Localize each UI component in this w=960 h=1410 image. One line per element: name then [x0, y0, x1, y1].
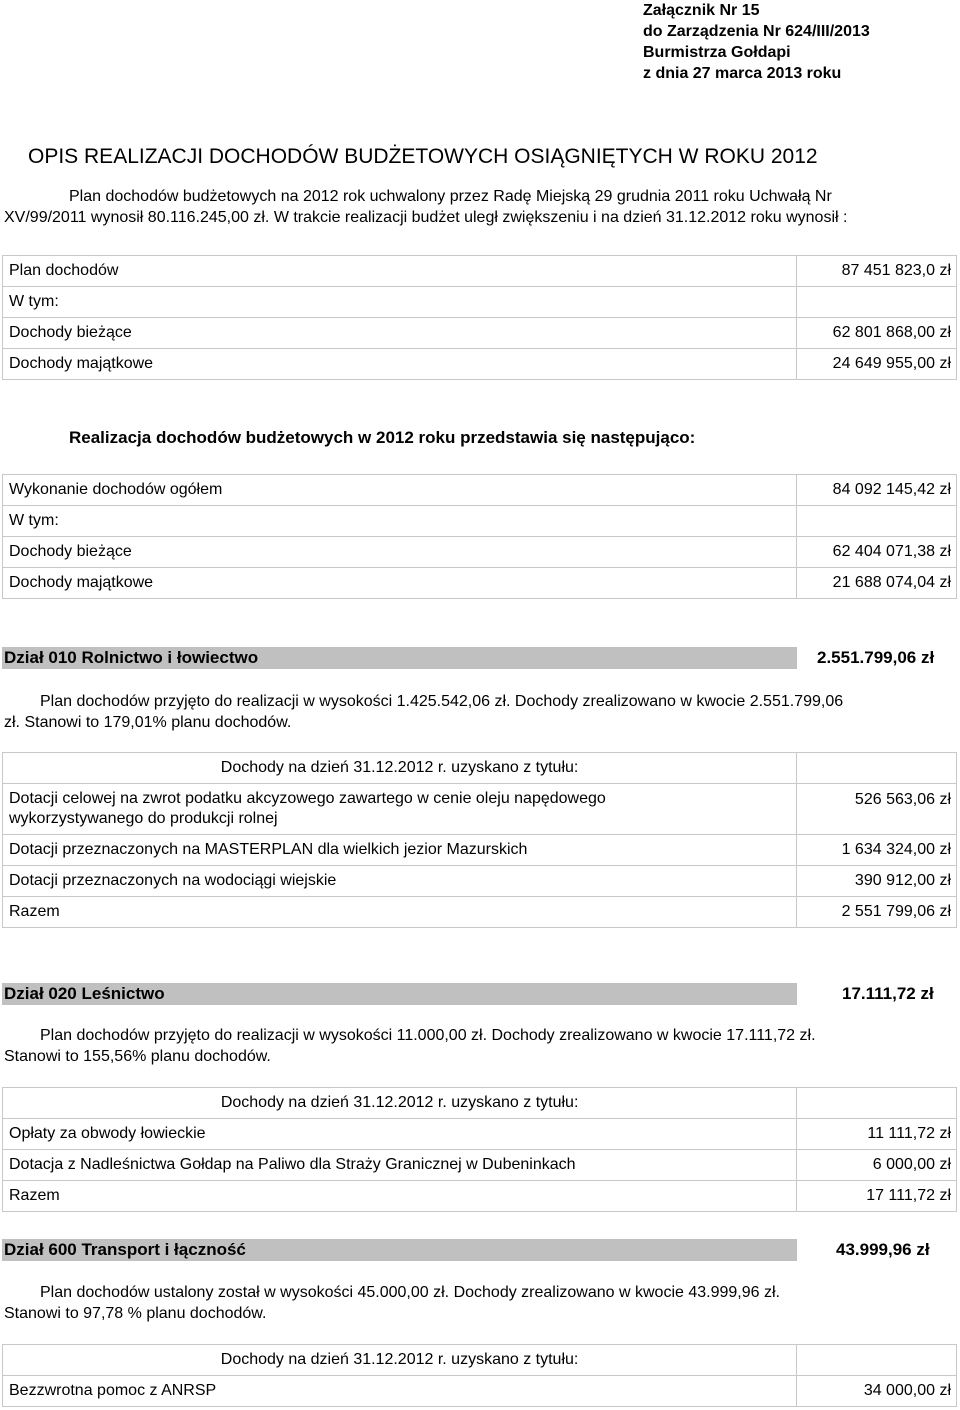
intro-line-1: Plan dochodów budżetowych na 2012 rok uchwalony przez Radę Miejską 29 grudnia 2011 roku Uchwałą Nr [69, 188, 832, 205]
row-amount: 21 688 074,04 zł [797, 568, 957, 599]
row-label: Wykonanie dochodów ogółem [3, 475, 797, 506]
row-label: Bezzwrotna pomoc z ANRSP [3, 1376, 797, 1407]
row-amount: 62 801 868,00 zł [797, 318, 957, 349]
table-header-row [3, 1088, 957, 1119]
row-amount: 526 563,06 zł [797, 784, 957, 835]
table-row [3, 349, 957, 380]
table-row [3, 1119, 957, 1150]
realization-heading: Realizacja dochodów budżetowych w 2012 roku przedstawia się następująco: [69, 428, 696, 447]
description-line: Plan dochodów ustalony został w wysokości 45.000,00 zł. Dochody zrealizowano w kwocie 43.999,96 zł. [40, 1284, 780, 1301]
row-amount: 1 634 324,00 zł [797, 835, 957, 866]
row-label: Dochody majątkowe [3, 568, 797, 599]
section-description-020 [4, 1025, 944, 1067]
row-amount: 87 451 823,0 zł [797, 256, 957, 287]
table-row [3, 897, 957, 928]
row-label: Razem [3, 1181, 797, 1212]
section-description-600 [4, 1282, 944, 1324]
row-amount [797, 506, 957, 537]
row-amount: 17 111,72 zł [797, 1181, 957, 1212]
table-row [3, 506, 957, 537]
table-header-row [3, 1345, 957, 1376]
section-total-020: 17.111,72 zł [842, 984, 934, 1003]
row-amount: 2 551 799,06 zł [797, 897, 957, 928]
row-amount: 24 649 955,00 zł [797, 349, 957, 380]
row-label: Dotacji przeznaczonych na wodociągi wiejskie [3, 866, 797, 897]
section-total-600: 43.999,96 zł [836, 1240, 930, 1259]
table-row [3, 568, 957, 599]
table-header-row [3, 753, 957, 784]
table-row [3, 835, 957, 866]
row-label: Razem [3, 897, 797, 928]
description-line: Stanowi to 155,56% planu dochodów. [4, 1048, 271, 1065]
description-line: zł. Stanowi to 179,01% planu dochodów. [4, 714, 292, 731]
annex-line-4: z dnia 27 marca 2013 roku [643, 65, 842, 82]
income-sources-table-020 [2, 1087, 957, 1212]
row-label: W tym: [3, 287, 797, 318]
income-sources-table-600 [2, 1344, 957, 1407]
section-heading-020: Dział 020 Leśnictwo [2, 983, 797, 1005]
row-label: W tym: [3, 506, 797, 537]
row-amount: 84 092 145,42 zł [797, 475, 957, 506]
section-total-010: 2.551.799,06 zł [817, 648, 935, 667]
description-line: Plan dochodów przyjęto do realizacji w wysokości 11.000,00 zł. Dochody zrealizowano w kwocie 17.111,72 zł. [40, 1027, 816, 1044]
plan-summary-table [2, 255, 957, 380]
row-amount: 62 404 071,38 zł [797, 537, 957, 568]
intro-line-2: XV/99/2011 wynosił 80.116.245,00 zł. W trakcie realizacji budżet uległ zwiększeniu i na dzień 31.12.2012 roku wynosił : [4, 209, 848, 226]
description-line: Plan dochodów przyjęto do realizacji w wysokości 1.425.542,06 zł. Dochody zrealizowano w kwocie 2.551.799,06 [40, 693, 844, 710]
annex-line-1: Załącznik Nr 15 [643, 2, 760, 19]
row-label: Dotacji przeznaczonych na MASTERPLAN dla wielkich jezior Mazurskich [3, 835, 797, 866]
empty-cell [797, 1345, 957, 1376]
empty-cell [797, 753, 957, 784]
section-description-010 [4, 691, 944, 733]
table-row [3, 1150, 957, 1181]
row-label: Opłaty za obwody łowieckie [3, 1119, 797, 1150]
table-header: Dochody na dzień 31.12.2012 r. uzyskano z tytułu: [3, 753, 797, 784]
table-row [3, 866, 957, 897]
table-row [3, 256, 957, 287]
description-line: Stanowi to 97,78 % planu dochodów. [4, 1305, 267, 1322]
row-label: Dochody majątkowe [3, 349, 797, 380]
row-label: Dotacji celowej na zwrot podatku akcyzowego zawartego w cenie oleju napędowego wykorzystywanego do produkcji rolnej [3, 784, 797, 835]
row-label: Dotacja z Nadleśnictwa Gołdap na Paliwo dla Straży Granicznej w Dubeninkach [3, 1150, 797, 1181]
table-row [3, 287, 957, 318]
row-amount: 390 912,00 zł [797, 866, 957, 897]
row-amount: 6 000,00 zł [797, 1150, 957, 1181]
table-row [3, 537, 957, 568]
row-label: Dochody bieżące [3, 537, 797, 568]
empty-cell [797, 1088, 957, 1119]
table-row [3, 1376, 957, 1407]
annex-header [643, 0, 870, 84]
table-row [3, 318, 957, 349]
row-label: Plan dochodów [3, 256, 797, 287]
table-row [3, 784, 957, 835]
realization-table [2, 474, 957, 599]
table-header: Dochody na dzień 31.12.2012 r. uzyskano z tytułu: [3, 1345, 797, 1376]
document-title: OPIS REALIZACJI DOCHODÓW BUDŻETOWYCH OSIĄGNIĘTYCH W ROKU 2012 [28, 145, 818, 168]
section-heading-010: Dział 010 Rolnictwo i łowiectwo [2, 647, 797, 669]
income-sources-table-010 [2, 752, 957, 928]
section-heading-600: Dział 600 Transport i łączność [2, 1239, 797, 1261]
annex-line-3: Burmistrza Gołdapi [643, 44, 791, 61]
row-amount: 11 111,72 zł [797, 1119, 957, 1150]
row-amount [797, 287, 957, 318]
table-header: Dochody na dzień 31.12.2012 r. uzyskano z tytułu: [3, 1088, 797, 1119]
table-row [3, 1181, 957, 1212]
row-label: Dochody bieżące [3, 318, 797, 349]
row-amount: 34 000,00 zł [797, 1376, 957, 1407]
table-row [3, 475, 957, 506]
annex-line-2: do Zarządzenia Nr 624/III/2013 [643, 23, 870, 40]
